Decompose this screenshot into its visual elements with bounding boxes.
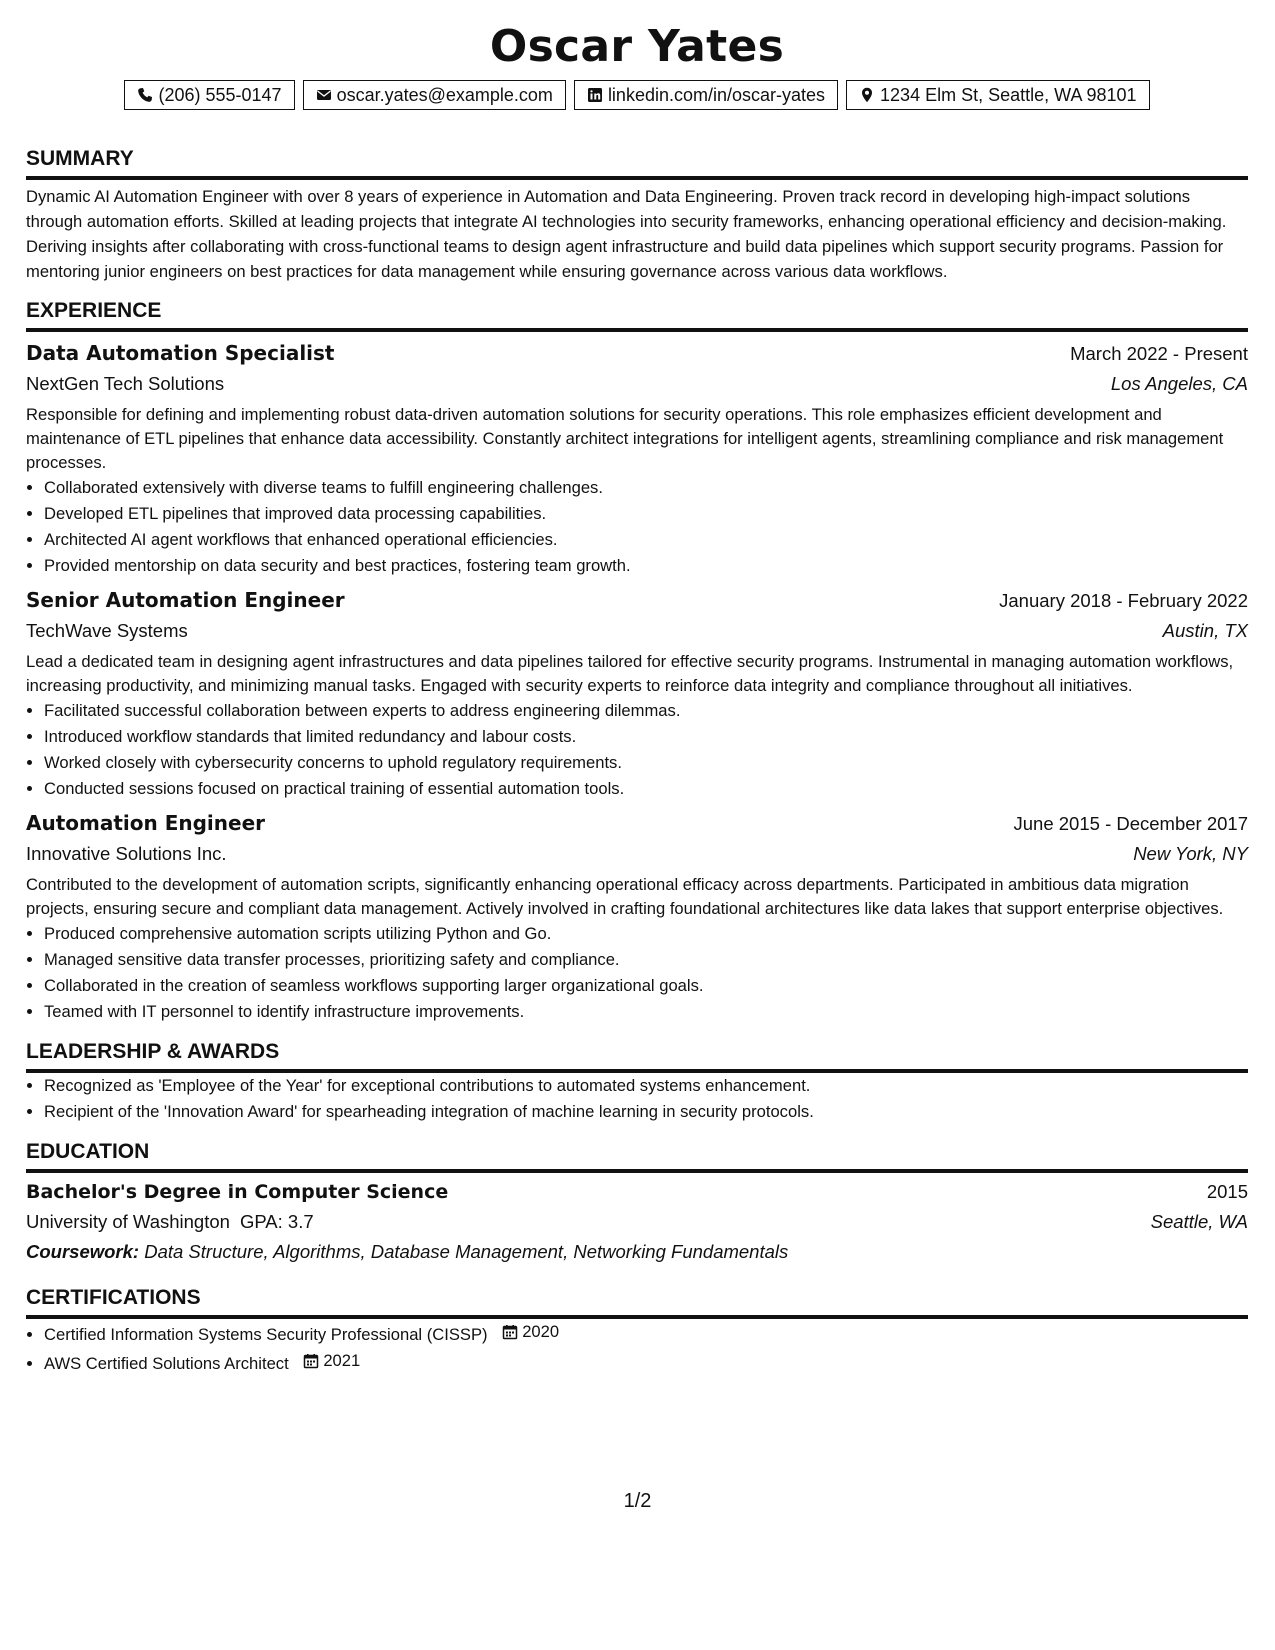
job-location: New York, NY — [1133, 843, 1248, 864]
calendar-icon — [303, 1353, 319, 1369]
list-item — [44, 1348, 1248, 1377]
email-text: oscar.yates@example.com — [336, 85, 553, 105]
job-title: Automation Engineer — [26, 811, 266, 835]
section-title-education: EDUCATION — [26, 1139, 1248, 1173]
certifications-list — [26, 1319, 1248, 1377]
envelope-icon — [316, 87, 332, 103]
education-section — [26, 1139, 1248, 1267]
certifications-section — [26, 1285, 1248, 1377]
section-title-awards: LEADERSHIP & AWARDS — [26, 1039, 1248, 1073]
list-item: • Facilitated successful collaboration between experts to address engineering dilemmas. — [44, 698, 1248, 724]
job-date: January 2018 - February 2022 — [999, 590, 1248, 611]
school-name: University of Washington — [26, 1211, 230, 1232]
list-item: • Introduced workflow standards that limited redundancy and labour costs. — [44, 724, 1248, 750]
job-location: Los Angeles, CA — [1110, 373, 1248, 394]
company-name: NextGen Tech Solutions — [26, 373, 225, 394]
contact-bar — [26, 80, 1248, 110]
company-name: Innovative Solutions Inc. — [26, 843, 227, 864]
company-name: TechWave Systems — [26, 620, 188, 641]
section-title-experience: EXPERIENCE — [26, 298, 1248, 332]
graduation-year: 2015 — [1206, 1181, 1248, 1202]
summary-section — [26, 146, 1248, 284]
job-description: Lead a dedicated team in designing agent infrastructures and data pipelines tailored for effective security programs. Instrumental in managing automation workflows, increasing productivity, and minimizing manual tasks. Engaged with security experts to reinforce data integrity and compliance throughout all initiatives. — [26, 652, 1234, 695]
map-marker-icon — [859, 87, 875, 103]
section-title-certifications: CERTIFICATIONS — [26, 1285, 1248, 1319]
job-date: June 2015 - December 2017 — [1013, 813, 1248, 834]
list-item: • Architected AI agent workflows that enhanced operational efficiencies. — [44, 527, 1248, 553]
job-bullets — [26, 475, 1248, 579]
section-title-summary: SUMMARY — [26, 146, 1248, 180]
list-item: • Recognized as 'Employee of the Year' for exceptional contributions to automated systems enhancement. — [44, 1073, 1248, 1099]
job-entry — [26, 808, 1248, 1025]
list-item: • Managed sensitive data transfer processes, prioritizing safety and compliance. — [44, 947, 1248, 973]
contact-linkedin[interactable] — [574, 80, 838, 110]
resume-page — [26, 20, 1248, 1377]
job-entry — [26, 585, 1248, 802]
job-date: March 2022 - Present — [1070, 343, 1248, 364]
job-description: Contributed to the development of automation scripts, significantly enhancing operational efficacy across departments. Participated in ambitious data migration projects, ensuring secure and compliant data management. Actively involved in crafting foundational architectures like data lakes that support enterprise objectives. — [26, 875, 1224, 918]
contact-email[interactable] — [303, 80, 566, 110]
school-location: Seattle, WA — [1150, 1211, 1248, 1232]
list-item: • Conducted sessions focused on practical training of essential automation tools. — [44, 776, 1248, 802]
cert-name: Certified Information Systems Security Professional (CISSP) — [44, 1325, 488, 1344]
job-bullets — [26, 921, 1248, 1025]
list-item — [44, 1319, 1248, 1348]
coursework-label: Coursework: — [26, 1241, 140, 1262]
list-item: • Produced comprehensive automation scripts utilizing Python and Go. — [44, 921, 1248, 947]
job-title: Senior Automation Engineer — [26, 588, 345, 612]
job-entry — [26, 338, 1248, 579]
linkedin-text: linkedin.com/in/oscar-yates — [607, 85, 826, 105]
coursework-text: Data Structure, Algorithms, Database Management, Networking Fundamentals — [144, 1241, 789, 1262]
page-number: 1/2 — [623, 1490, 652, 1512]
address-text: 1234 Elm St, Seattle, WA 98101 — [880, 85, 1137, 105]
job-bullets — [26, 698, 1248, 802]
phone-text: (206) 555-0147 — [158, 85, 282, 105]
phone-icon — [137, 87, 153, 103]
awards-list — [26, 1073, 1248, 1125]
contact-address[interactable] — [846, 80, 1149, 110]
cert-name: AWS Certified Solutions Architect — [44, 1354, 289, 1373]
list-item: • Provided mentorship on data security and best practices, fostering team growth. — [44, 553, 1248, 579]
experience-section — [26, 298, 1248, 1025]
list-item: • Collaborated in the creation of seamless workflows supporting larger organizational goals. — [44, 973, 1248, 999]
list-item: • Worked closely with cybersecurity concerns to uphold regulatory requirements. — [44, 750, 1248, 776]
list-item: • Teamed with IT personnel to identify infrastructure improvements. — [44, 999, 1248, 1025]
job-description: Responsible for defining and implementing robust data-driven automation solutions for security operations. This role emphasizes efficient development and maintenance of ETL pipelines that enhance data accessibility. Constantly architect integrations for intelligent agents, streamlining compliance and risk management processes. — [26, 405, 1224, 472]
job-location: Austin, TX — [1162, 620, 1248, 641]
summary-text: Dynamic AI Automation Engineer with over 8 years of experience in Automation and Data Engineering. Proven track record in developing high-impact solutions through automation efforts. Skilled at leading projects that integrate AI technologies into security frameworks, enhancing operational efficiency and decision-making. Deriving insights after collaborating with cross-functional teams to design agent infrastructure and build data pipelines which support security programs. Passion for mentoring junior engineers on best practices for data management while ensuring governance across various data workflows. — [26, 187, 1227, 281]
cert-year: 2020 — [522, 1322, 560, 1341]
linkedin-icon — [587, 87, 603, 103]
list-item: • Recipient of the 'Innovation Award' for spearheading integration of machine learning in security protocols. — [44, 1099, 1248, 1125]
gpa-text: GPA: 3.7 — [239, 1211, 314, 1232]
cert-year: 2021 — [323, 1351, 361, 1370]
list-item: • Developed ETL pipelines that improved data processing capabilities. — [44, 501, 1248, 527]
coursework — [26, 1237, 1248, 1267]
job-title: Data Automation Specialist — [26, 341, 335, 365]
calendar-icon — [502, 1324, 518, 1340]
awards-section — [26, 1039, 1248, 1125]
contact-phone[interactable] — [124, 80, 294, 110]
candidate-name: Oscar Yates — [489, 21, 785, 72]
list-item: • Collaborated extensively with diverse teams to fulfill engineering challenges. — [44, 475, 1248, 501]
degree-title: Bachelor's Degree in Computer Science — [26, 1181, 449, 1203]
